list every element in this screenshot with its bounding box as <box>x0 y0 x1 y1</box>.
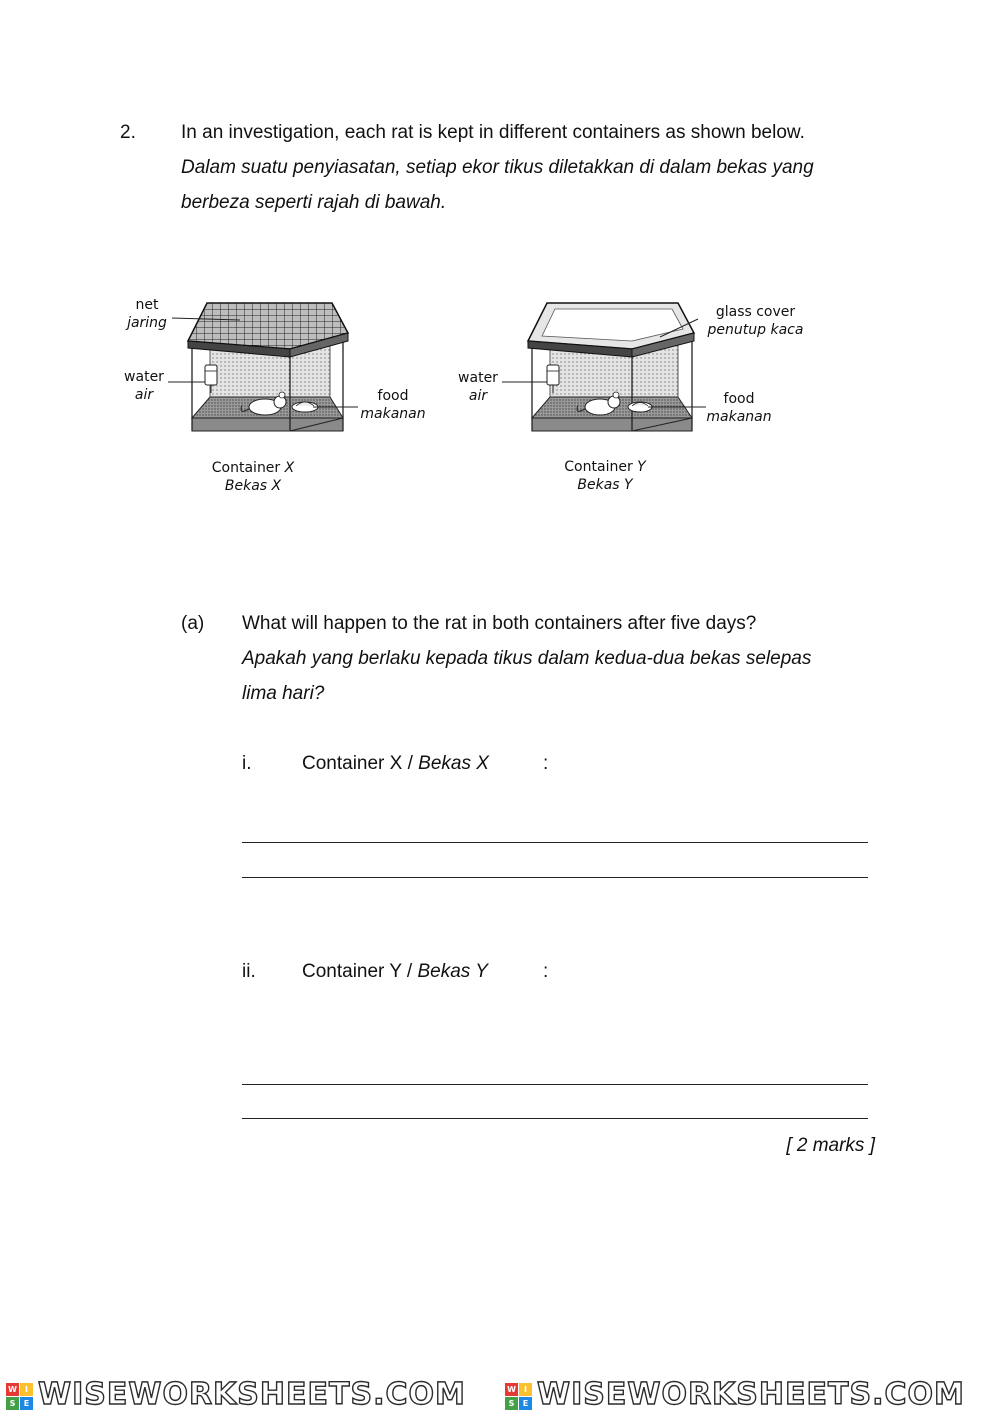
part-a-label: (a) <box>181 613 205 634</box>
item-i-number: i. <box>242 753 252 774</box>
question-text-ms-2: berbeza seperti rajah di bawah. <box>181 192 447 213</box>
item-ii-number: ii. <box>242 961 256 982</box>
container-x-drawing <box>168 303 358 431</box>
caption-container-x: Container X Bekas X <box>211 460 295 494</box>
question-text-ms-1: Dalam suatu penyiasatan, setiap ekor tikus diletakkan di dalam bekas yang <box>181 157 814 178</box>
item-ii-colon: : <box>543 961 549 982</box>
label-glass-cover: glass cover penutup kaca <box>707 304 804 338</box>
question-text <box>181 115 901 220</box>
marks: [ 2 marks ] <box>786 1135 875 1156</box>
container-y-drawing <box>502 303 706 431</box>
question-number: 2. <box>120 122 136 143</box>
water-bottle-x <box>205 365 217 385</box>
footer-watermark <box>0 1375 1000 1413</box>
caption-container-y: Container Y Bekas Y <box>564 459 646 493</box>
container-y-base <box>532 418 692 431</box>
label-water-x: water air <box>124 369 164 403</box>
answer-line-i-1[interactable] <box>242 842 868 843</box>
water-bottle-y <box>547 365 559 385</box>
item-i-label: Container X / Bekas X <box>302 753 489 774</box>
label-water-y: water air <box>458 370 498 404</box>
question-text-en: In an investigation, each rat is kept in different containers as shown below. <box>181 122 805 143</box>
label-food-x: food makanan <box>360 388 426 422</box>
part-a-text: What will happen to the rat in both containers after five days? Apakah yang berlaku kepada tikus dalam kedua-dua bekas selepas lima hari? <box>242 613 812 704</box>
wise-logo-icon: W I S E <box>505 1383 533 1411</box>
answer-line-ii-2[interactable] <box>242 1118 868 1119</box>
answer-line-i-2[interactable] <box>242 877 868 878</box>
footer-brand-1: WISEWORKSHEETS.COM <box>38 1377 466 1412</box>
answer-line-ii-1[interactable] <box>242 1084 868 1085</box>
label-food-y: food makanan <box>706 391 772 425</box>
wise-logo-icon: W I S E <box>6 1383 34 1411</box>
container-x-base <box>192 418 343 431</box>
figure-containers <box>100 285 820 510</box>
footer-brand-2: WISEWORKSHEETS.COM <box>537 1377 965 1412</box>
item-ii-label: Container Y / Bekas Y <box>302 961 488 982</box>
item-i-colon: : <box>543 753 549 774</box>
label-net: net jaring <box>127 297 167 331</box>
